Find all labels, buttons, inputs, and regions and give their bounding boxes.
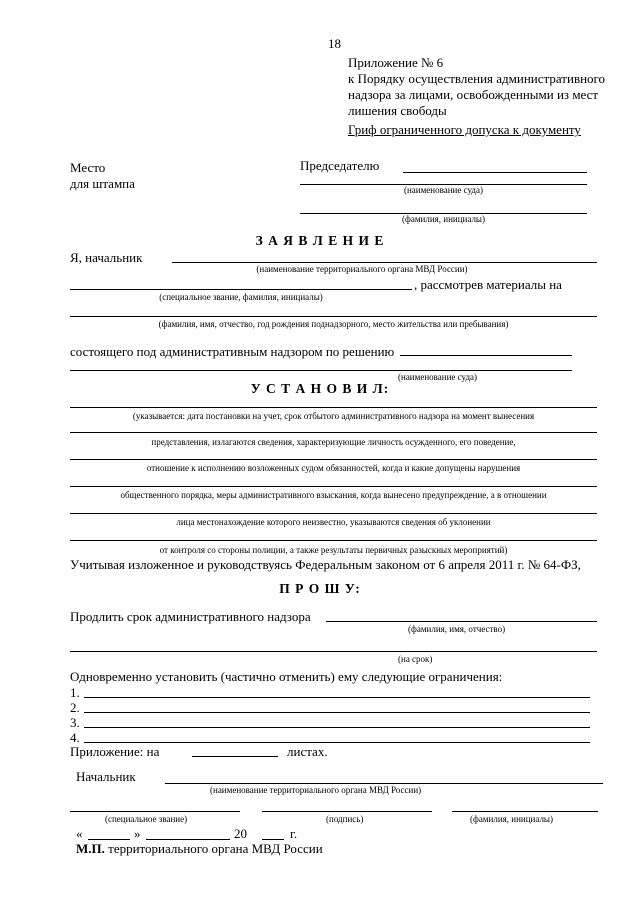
established-text: от контроля со стороны полиции, а также результаты первичных разыскных мероприятий) bbox=[159, 545, 508, 555]
appendix-line: Приложение № 6 bbox=[348, 55, 444, 70]
rank-hint: (специальное звание) bbox=[105, 814, 188, 824]
appendix-line: к Порядку осуществления административного bbox=[348, 71, 606, 86]
established-line[interactable] bbox=[70, 432, 597, 433]
established-text: общественного порядка, меры административного взыскания, когда вынесено предупреждение, а в отношении bbox=[120, 490, 547, 500]
organ-name-line[interactable] bbox=[172, 262, 597, 263]
established-line[interactable] bbox=[70, 486, 597, 487]
page-number: 18 bbox=[328, 36, 341, 51]
sheet-count-line[interactable] bbox=[192, 756, 278, 757]
head-label: Начальник bbox=[76, 769, 136, 784]
court-decision-line[interactable] bbox=[70, 370, 572, 371]
year-line[interactable] bbox=[262, 839, 284, 840]
seal-text: территориального органа МВД России bbox=[108, 841, 323, 856]
established-line[interactable] bbox=[70, 540, 597, 541]
officer-hint: (специальное звание, фамилия, инициалы) bbox=[159, 292, 323, 302]
signature-line[interactable] bbox=[262, 811, 432, 812]
established-text: представления, излагаются сведения, характеризующие личность осужденного, его поведение, bbox=[151, 437, 516, 447]
restriction-line[interactable] bbox=[84, 727, 590, 728]
established-line[interactable] bbox=[70, 513, 597, 514]
intro-lead: Я, начальник bbox=[70, 250, 143, 265]
restriction-line[interactable] bbox=[84, 697, 590, 698]
appendix-line: лишения свободы bbox=[348, 103, 447, 118]
extend-text: Продлить срок административного надзора bbox=[70, 609, 311, 624]
restriction-number: 4. bbox=[70, 730, 80, 745]
request-title: П Р О Ш У: bbox=[279, 581, 361, 596]
established-title: У С Т А Н О В И Л: bbox=[250, 381, 390, 396]
restriction-line[interactable] bbox=[84, 742, 590, 743]
head-organ-line[interactable] bbox=[165, 783, 603, 784]
court-decision-hint: (наименование суда) bbox=[398, 372, 478, 382]
stamp-place-line1: Место bbox=[70, 160, 106, 175]
restriction-line[interactable] bbox=[84, 712, 590, 713]
restriction-number: 3. bbox=[70, 715, 80, 730]
supervised-person-line[interactable] bbox=[326, 621, 597, 622]
intro-reviewed: , рассмотрев материалы на bbox=[414, 277, 562, 292]
person-hint: (фамилия, имя, отчество, год рождения поднадзорного, место жительства или пребывания) bbox=[158, 319, 509, 329]
statement-title: З А Я В Л Е Н И Е bbox=[255, 233, 385, 248]
established-line[interactable] bbox=[70, 459, 597, 460]
signature-hint: (подпись) bbox=[326, 814, 364, 824]
organ-name-hint: (наименование территориального органа МВД России) bbox=[256, 264, 468, 274]
court-name-hint: (наименование суда) bbox=[403, 185, 483, 195]
appendix-line: надзора за лицами, освобожденными из мест bbox=[348, 87, 599, 102]
established-line[interactable] bbox=[70, 407, 597, 408]
person-line[interactable] bbox=[70, 316, 597, 317]
addressee-name-hint: (фамилия, инициалы) bbox=[402, 214, 485, 224]
established-text: отношение к исполнению возложенных судом обязанностей, когда и какие допущены нарушения bbox=[146, 463, 521, 473]
head-organ-hint: (наименование территориального органа МВД России) bbox=[210, 785, 422, 795]
quote-open: « bbox=[76, 826, 83, 841]
addressee-fill-line[interactable] bbox=[403, 172, 587, 173]
restriction-stamp: Гриф ограниченного допуска к документу bbox=[348, 122, 581, 137]
month-line[interactable] bbox=[146, 839, 230, 840]
head-name-line[interactable] bbox=[452, 811, 598, 812]
established-text: лица местонахождение которого неизвестно, указываются сведения об уклонении bbox=[176, 517, 491, 527]
term-line[interactable] bbox=[70, 651, 597, 652]
officer-line[interactable] bbox=[70, 289, 412, 290]
sheets-label: листах. bbox=[287, 744, 328, 759]
restriction-number: 2. bbox=[70, 700, 80, 715]
year-suffix: г. bbox=[290, 826, 298, 841]
quote-close: » bbox=[134, 826, 141, 841]
law-reference: Учитывая изложенное и руководствуясь Федеральным законом от 6 апреля 2011 г. № 64-ФЗ, bbox=[70, 557, 581, 572]
day-line[interactable] bbox=[88, 839, 130, 840]
attachment-label: Приложение: на bbox=[70, 744, 160, 759]
stamp-place-line2: для штампа bbox=[70, 176, 135, 191]
supervised-person-hint: (фамилия, имя, отчество) bbox=[408, 624, 506, 634]
term-hint: (на срок) bbox=[398, 654, 433, 664]
rank-line[interactable] bbox=[70, 811, 240, 812]
restriction-number: 1. bbox=[70, 685, 80, 700]
restrictions-lead: Одновременно установить (частично отменить) ему следующие ограничения: bbox=[70, 669, 503, 684]
seal-label: М.П. bbox=[76, 841, 105, 856]
supervision-decision-line[interactable] bbox=[400, 355, 572, 356]
addressee-label: Председателю bbox=[300, 158, 380, 173]
established-text: (указывается: дата постановки на учет, срок отбытого административного надзора на момент вынесения bbox=[132, 411, 535, 421]
seal-place bbox=[76, 842, 323, 855]
supervision-text: состоящего под административным надзором по решению bbox=[70, 344, 395, 359]
year-prefix: 20 bbox=[234, 826, 247, 841]
head-name-hint: (фамилия, инициалы) bbox=[470, 814, 553, 824]
